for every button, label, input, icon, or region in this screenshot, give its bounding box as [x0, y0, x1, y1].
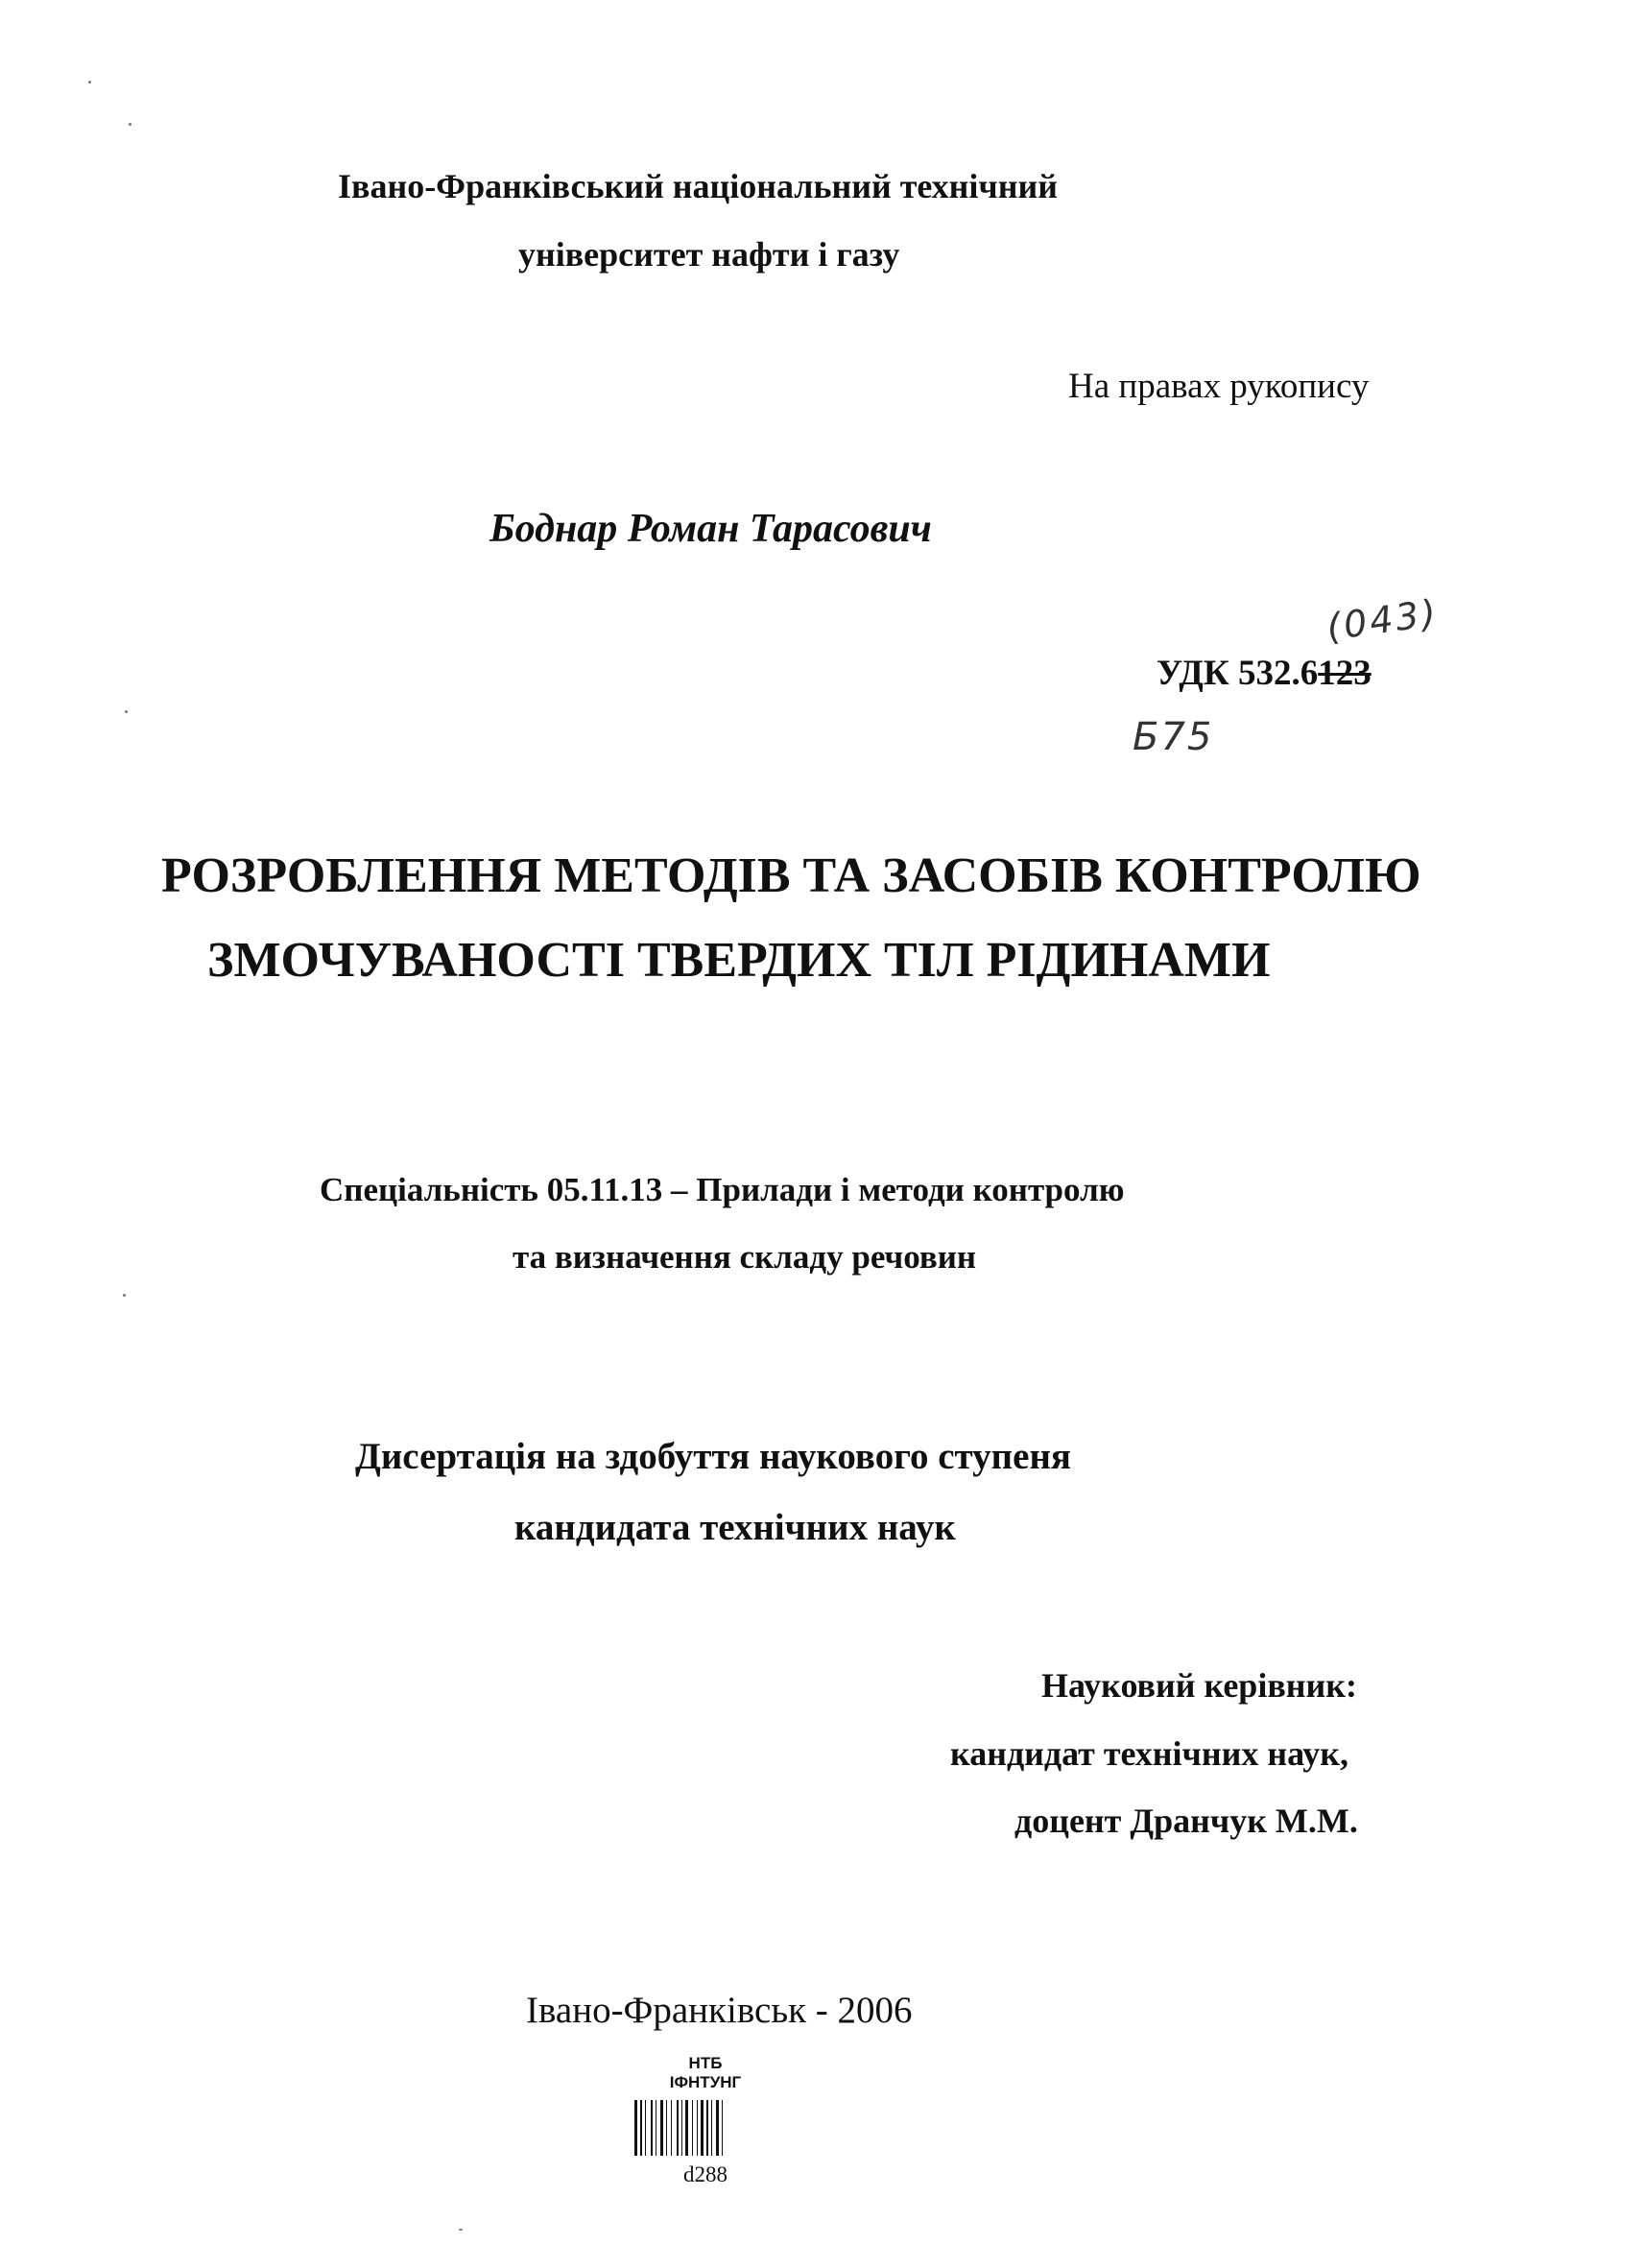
supervisor-degree: кандидат технічних наук,: [950, 1734, 1348, 1773]
library-stamp-line1: НТБ: [688, 2054, 723, 2072]
city-year: Івано-Франківськ - 2006: [526, 1990, 913, 2031]
dissertation-line2: кандидата технічних наук: [514, 1507, 956, 1548]
udk-struck-digits: 123: [1318, 654, 1372, 693]
barcode-icon: [629, 2098, 782, 2158]
udk-code: [1157, 656, 1372, 691]
handwritten-note-1: (043): [1324, 591, 1442, 649]
specialty-line1: Спеціальність 05.11.13 – Прилади і методи контролю: [320, 1171, 1125, 1208]
title-line1: РОЗРОБЛЕННЯ МЕТОДІВ ТА ЗАСОБІВ КОНТРОЛЮ: [161, 848, 1421, 903]
scan-speck: [459, 2229, 463, 2231]
scan-speck: [123, 1294, 126, 1297]
library-stamp: [629, 2054, 782, 2188]
university-name-line1: Івано-Франківський національний технічний: [338, 167, 1058, 205]
author-name: Боднар Роман Тарасович: [489, 507, 932, 551]
dissertation-line1: Дисертація на здобуття наукового ступеня: [355, 1436, 1072, 1477]
scan-speck: [88, 81, 91, 84]
specialty-line2: та визначення складу речовин: [513, 1238, 977, 1276]
rights-note: На правах рукопису: [1068, 367, 1370, 406]
library-stamp-line2: ІФНТУНГ: [669, 2073, 742, 2091]
handwritten-note-2: Б75: [1133, 715, 1214, 759]
library-stamp-code: d288: [683, 2162, 728, 2186]
scan-speck: [129, 123, 131, 126]
scan-speck: [125, 710, 128, 713]
udk-prefix: УДК 532.6: [1157, 654, 1319, 693]
supervisor-heading: Науковий керівник:: [1041, 1666, 1357, 1705]
supervisor-name: доцент Дранчук М.М.: [1014, 1802, 1358, 1840]
university-name-line2: університет нафти і газу: [518, 235, 900, 274]
title-line2: ЗМОЧУВАНОСТІ ТВЕРДИХ ТІЛ РІДИНАМИ: [207, 933, 1271, 988]
